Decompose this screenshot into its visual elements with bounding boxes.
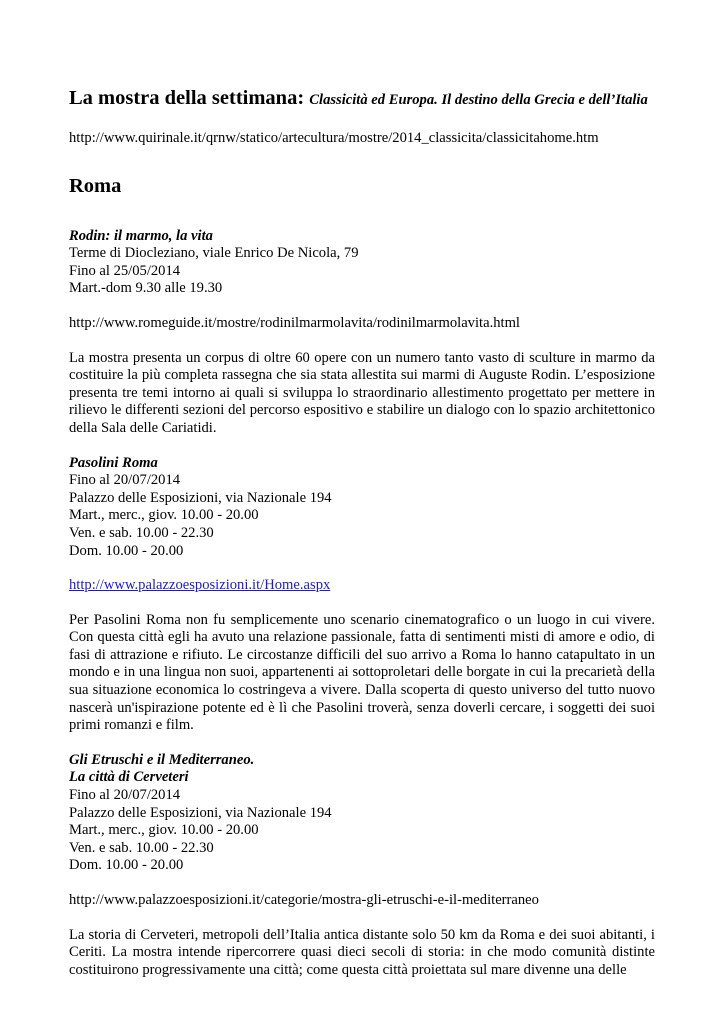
event-until: Fino al 20/07/2014 — [69, 787, 181, 804]
title-subtitle: Classicità ed Europa. Il destino della Grecia e dell’Italia — [309, 92, 648, 108]
event-etruschi — [69, 752, 655, 980]
event-url: http://www.romeguide.it/mostre/rodinilmarmolavita/rodinilmarmolavita.html — [69, 314, 520, 331]
document-page — [69, 86, 655, 979]
event-until: Fino al 20/07/2014 — [69, 472, 181, 489]
event-hours: Mart.-dom 9.30 alle 19.30 — [69, 280, 223, 297]
page-title — [69, 86, 655, 112]
event-url: http://www.palazzoesposizioni.it/categorie/mostra-gli-etruschi-e-il-mediterraneo — [69, 892, 539, 908]
event-url-link[interactable]: http://www.palazzoesposizioni.it/Home.aspx — [69, 577, 331, 594]
event-hours-weekday: Mart., merc., giov. 10.00 - 20.00 — [69, 507, 259, 524]
event-title: Gli Etruschi e il Mediterraneo. — [69, 751, 255, 768]
event-pasolini — [69, 455, 655, 735]
event-venue: Palazzo delle Esposizioni, via Nazionale 194 — [69, 804, 332, 821]
event-hours-weekday: Mart., merc., giov. 10.00 - 20.00 — [69, 822, 259, 839]
event-hours-friday-saturday: Ven. e sab. 10.00 - 22.30 — [69, 524, 214, 541]
event-rodin — [69, 228, 655, 438]
event-hours-sunday: Dom. 10.00 - 20.00 — [69, 857, 184, 874]
event-title: Pasolini Roma — [69, 454, 158, 471]
city-heading: Roma — [69, 174, 122, 197]
event-subtitle: La città di Cerveteri — [69, 769, 189, 786]
header-url: http://www.quirinale.it/qrnw/statico/artecultura/mostre/2014_classicita/classicitahome.htm — [69, 130, 599, 146]
event-description: La mostra presenta un corpus di oltre 60 opere con un numero tanto vasto di sculture in marmo da costituire la più completa rassegna che sia stata allestita sui marmi di Auguste Rodin. L’esposizione presenta tre temi intorno ai quali si sviluppa lo straordinario allestimento progettato per mettere in rilievo le differenti sezioni del percorso espositivo e stabilire un dialogo con lo spazio architettonico della Sala delle Cariatidi. — [69, 349, 655, 436]
event-title: Rodin: il marmo, la vita — [69, 227, 213, 244]
event-description: Per Pasolini Roma non fu semplicemente uno scenario cinematografico o un luogo in cui vivere. Con questa città egli ha avuto una relazione passionale, fatta di sentimenti misti di amore e odio, di fasi di attrazione e rifiuto. Le circostanze difficili del suo arrivo a Roma lo hanno catapultato in un mondo e in una lingua non suoi, appartenenti ai sottoproletari delle borgate in cui la precarietà della sua situazione economica lo costringeva a vivere. Dalla scoperta di questo universo del tutto nuovo nascerà un'ispirazione potente ed è lì che Pasolini troverà, senza doverli cercare, i soggetti dei suoi primi romanzi e film. — [69, 611, 655, 734]
event-venue: Terme di Diocleziano, viale Enrico De Nicola, 79 — [69, 245, 359, 262]
title-main: La mostra della settimana: — [69, 87, 305, 109]
event-until: Fino al 25/05/2014 — [69, 262, 181, 279]
event-hours-sunday: Dom. 10.00 - 20.00 — [69, 542, 184, 559]
event-description: La storia di Cerveteri, metropoli dell’Italia antica distante solo 50 km da Roma e dei suoi abitanti, i Ceriti. La mostra intende ripercorrere quasi dieci secoli di storia: in che modo comunità distinte costituirono progressivamente una città; come questa città proiettata sul mare divenne una delle — [69, 926, 655, 978]
event-venue: Palazzo delle Esposizioni, via Nazionale 194 — [69, 489, 332, 506]
event-hours-friday-saturday: Ven. e sab. 10.00 - 22.30 — [69, 839, 214, 856]
